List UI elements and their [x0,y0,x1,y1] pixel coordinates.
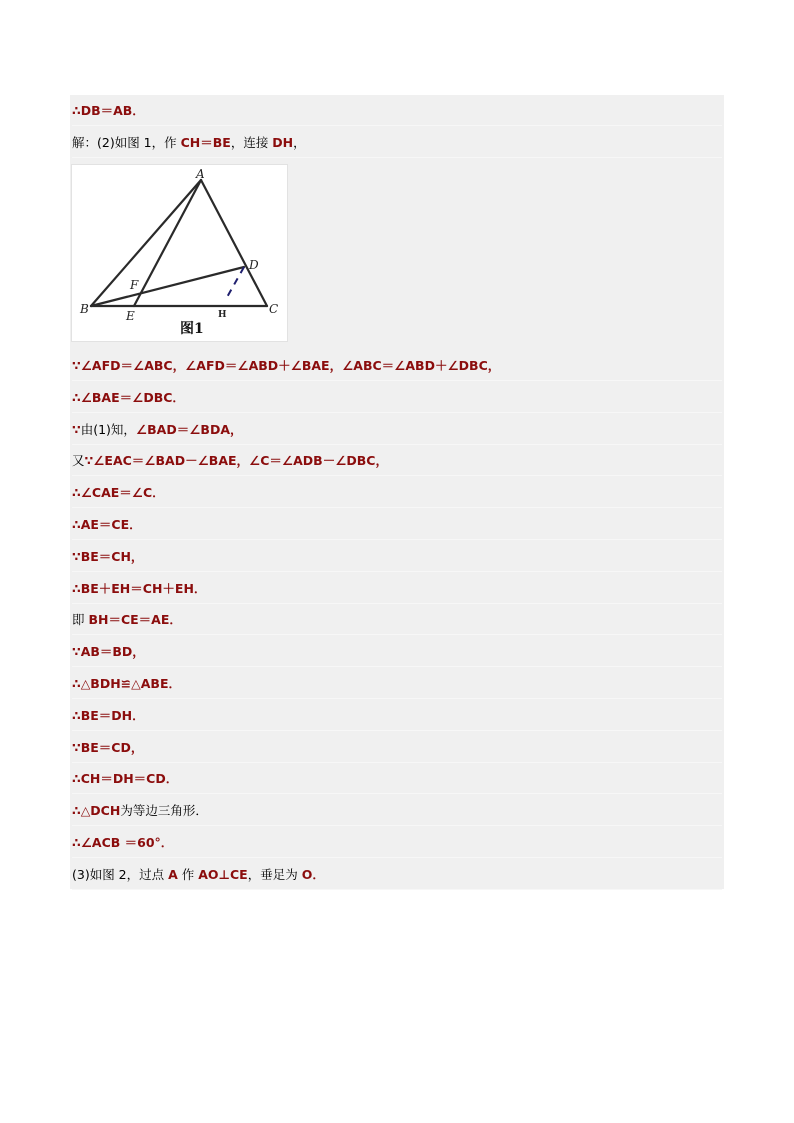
solution-line-4 [72,382,722,413]
text: ， [293,135,306,150]
figure-caption: 图1 [180,321,204,337]
math-text: ∴△DCH [72,803,121,818]
figure-1 [71,164,288,342]
solution-line-12 [72,636,722,667]
math-text: ∵ [72,422,81,437]
math-text: ∵BE＝CD， [72,740,144,755]
math-text: A [168,867,178,882]
text: 又 [72,453,85,468]
math-text: ∴△BDH≌△ABE． [72,676,182,691]
solution-line-10 [72,573,722,604]
solution-line-11 [72,604,722,635]
solution-line-15 [72,732,722,763]
text: 解：(2)如图 1，作 [72,135,181,150]
solution-line-19 [72,859,722,890]
solution-line-7 [72,477,722,508]
math-text: ∠BAD＝∠BDA， [135,422,243,437]
text: ，垂足为 [247,867,302,882]
solution-line-9 [72,541,722,572]
solution-line-18 [72,827,722,858]
math-text: BH＝CE＝AE． [88,612,182,627]
solution-line-5 [72,414,722,445]
solution-line-14 [72,700,722,731]
text: (3)如图 2，过点 [72,867,169,882]
point-label-b: B [80,302,89,316]
solution-line-6 [72,445,722,476]
math-text: ∴BE＝DH． [72,708,145,723]
math-text: ∴AE＝CE． [72,517,142,532]
triangle-diagram [72,165,287,341]
math-text: ∴∠BAE＝∠DBC． [72,390,185,405]
text: 作 [177,867,199,882]
math-text: ∴BE＋EH＝CH＋EH． [72,581,207,596]
segment-bd [91,267,244,306]
math-text: ∴CH＝DH＝CD． [72,771,179,786]
math-text: ∵∠EAC＝∠BAD－∠BAE，∠C＝∠ADB－∠DBC， [84,453,388,468]
math-text: ∴DB＝AB． [72,103,145,118]
text: 即 [72,612,89,627]
math-text: ∴∠ACB ＝60°． [72,835,174,850]
text: ，连接 [230,135,273,150]
math-text: CH＝BE [180,135,231,150]
math-text: ∵BE＝CH， [72,549,144,564]
solution-line-2 [72,127,722,158]
math-text: ∵∠AFD＝∠ABC，∠AFD＝∠ABD＋∠BAE，∠ABC＝∠ABD＋∠DBC， [72,358,501,373]
math-text: O． [301,867,325,882]
point-label-f: F [130,278,139,292]
solution-line-16 [72,763,722,794]
solution-line-13 [72,668,722,699]
point-label-c: C [269,302,279,316]
text: 由(1)知， [80,422,136,437]
math-text: ∴∠CAE＝∠C． [72,485,165,500]
solution-line-3 [72,350,722,381]
point-label-h: H [218,310,227,320]
math-text: AO⊥CE [198,867,248,882]
segment-ab [91,180,201,306]
solution-line-17 [72,795,722,826]
point-label-d: D [249,258,259,272]
math-text: DH [272,135,294,150]
point-label-e: E [126,309,135,323]
segment-ac [201,180,267,306]
point-label-a: A [196,167,205,181]
math-text: ∵AB＝BD， [72,644,145,659]
text: 为等边三角形． [120,803,208,818]
solution-line-8 [72,509,722,540]
solution-line-1 [72,95,722,126]
